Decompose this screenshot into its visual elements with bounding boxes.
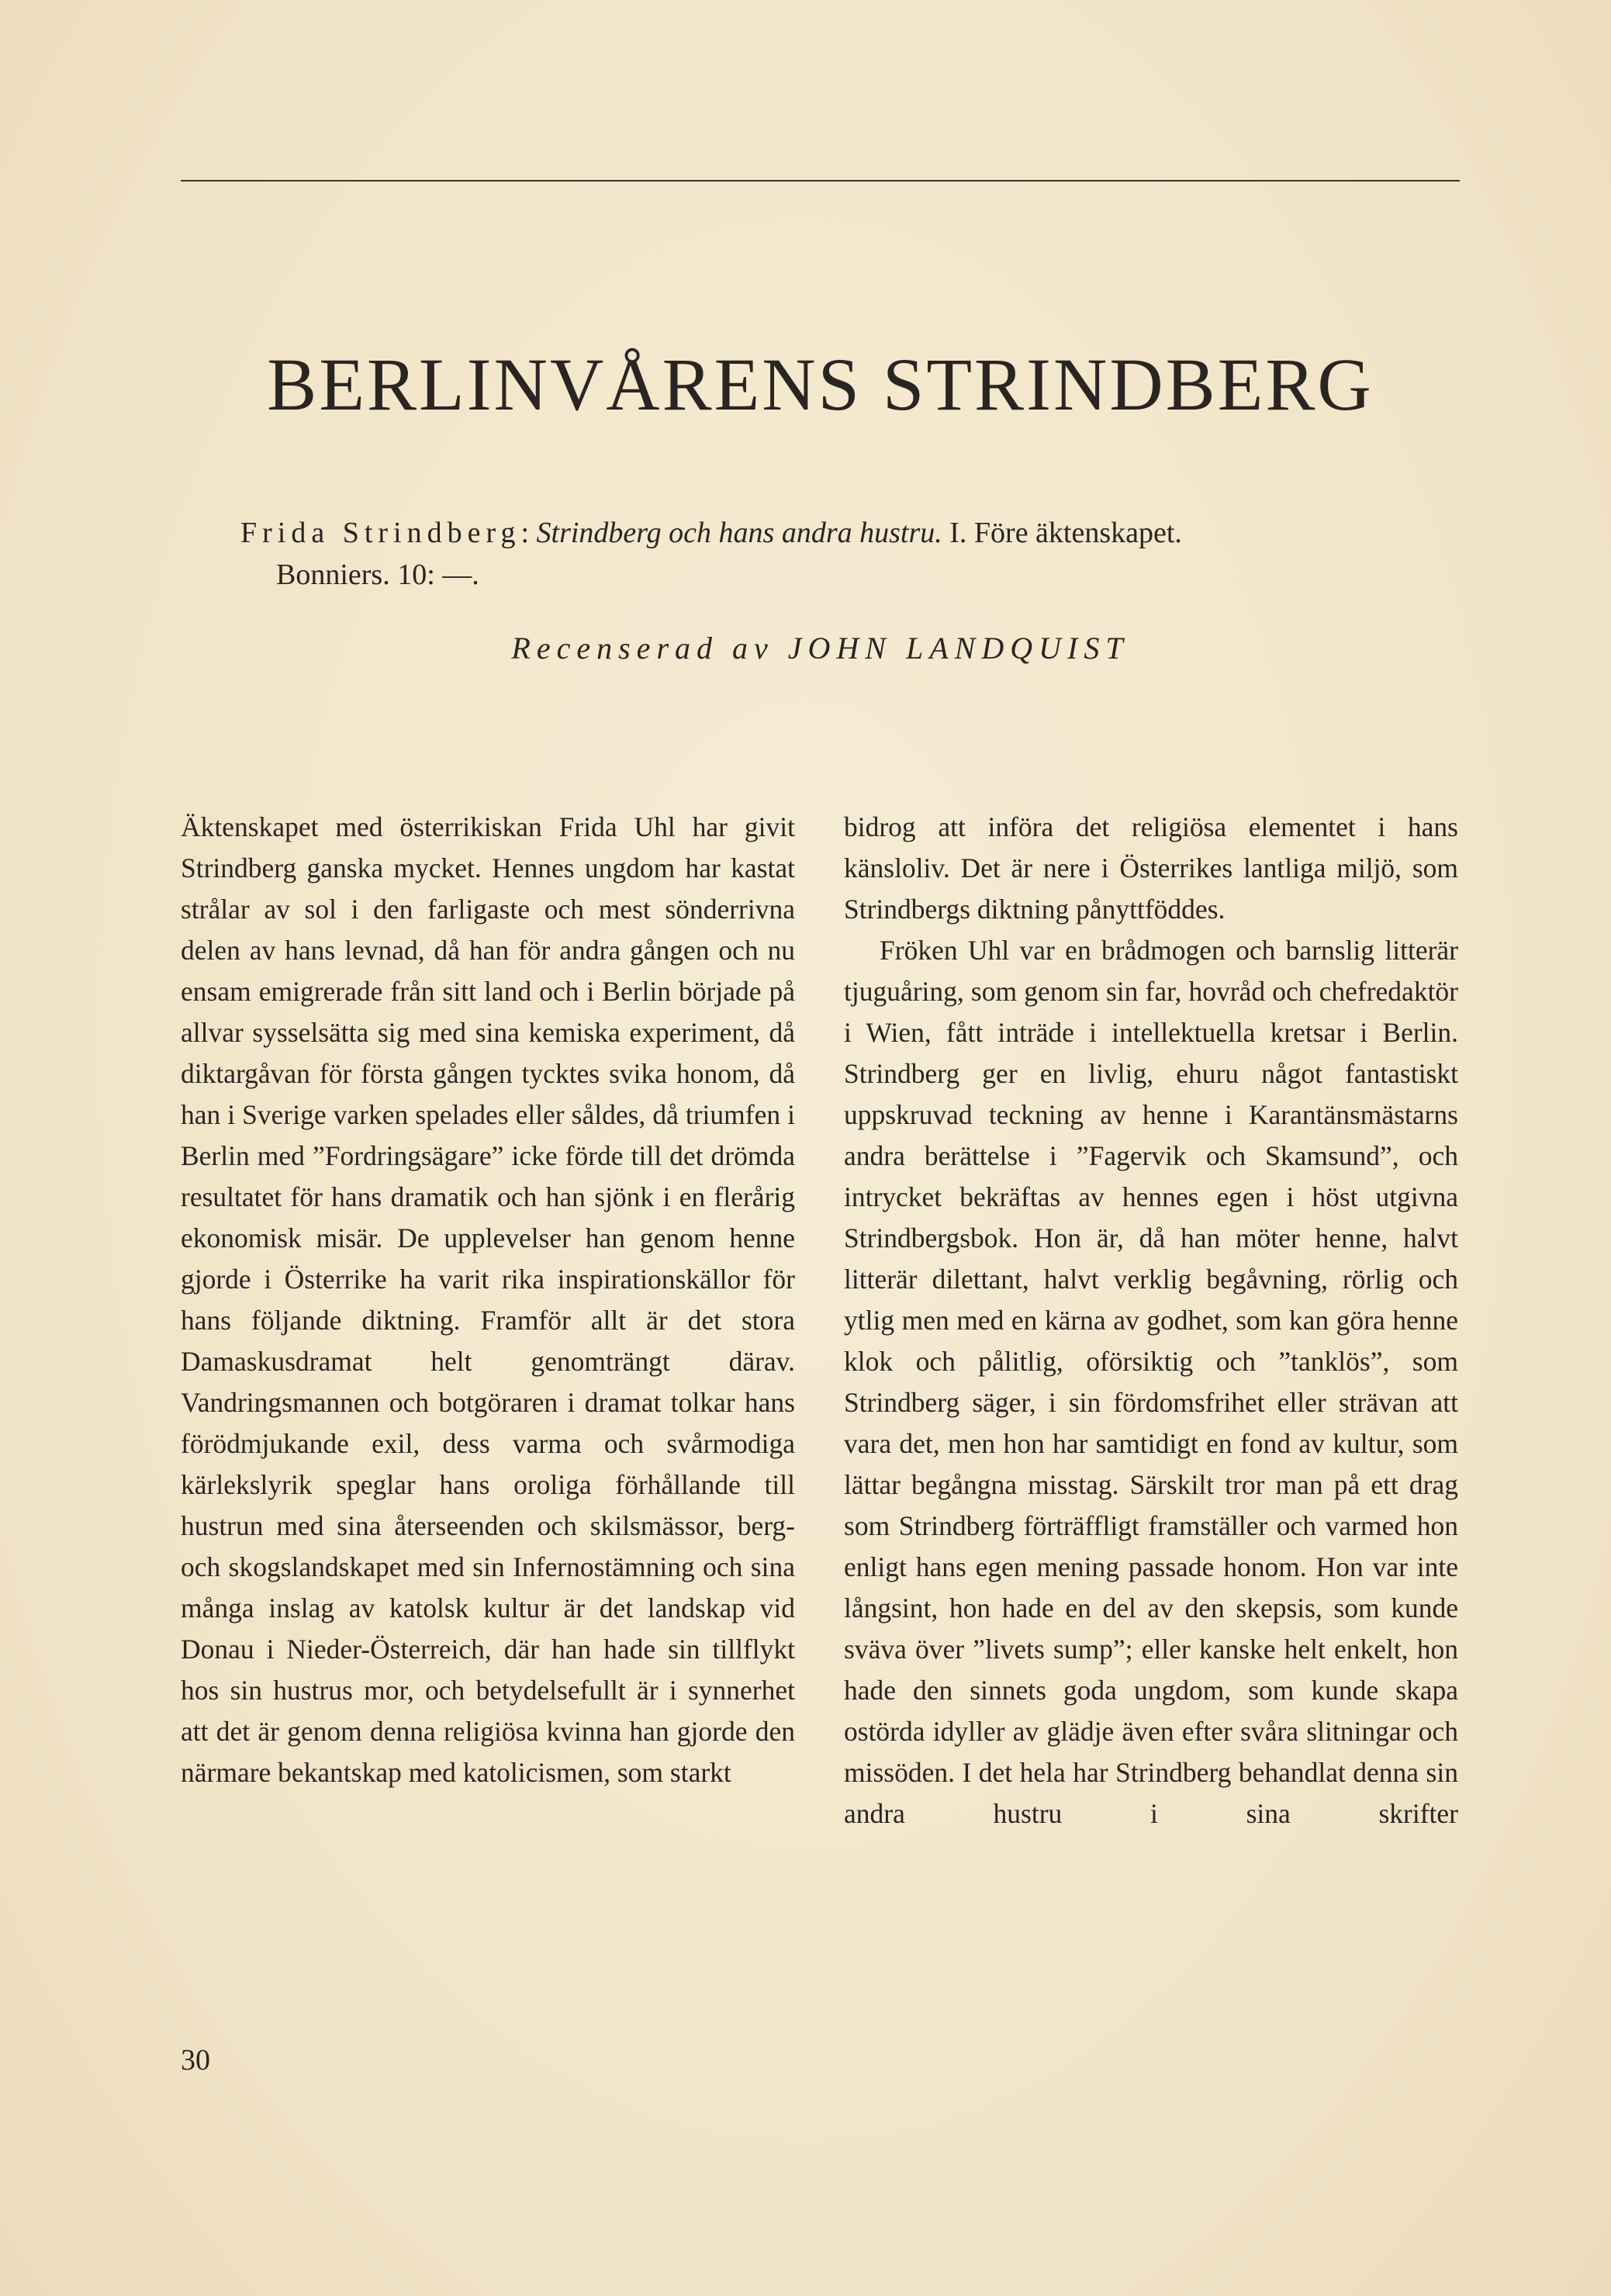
reviewer-name: JOHN LANDQUIST bbox=[787, 631, 1129, 666]
reviewer-line bbox=[181, 630, 1460, 666]
article-title: BERLINVÅRENS STRINDBERG bbox=[267, 343, 1374, 426]
book-publisher: Bonniers. 10: —. bbox=[276, 558, 479, 591]
paragraph: Äktenskapet med österrikiskan Frida Uhl har givit Strindberg ganska mycket. Hennes ungdom har kastat strålar av sol i den farligaste och mest sönderrivna delen av hans levnad, då han för andra gången och nu ensam emigrerade från sitt land och i Berlin började på allvar sysselsätta sig med sina kemiska experiment, då diktargåvan för första gången tycktes svika honom, då han i Sverige varken spelades eller såldes, då triumfen i Berlin med ”Fordringsägare” icke förde till det drömda resultatet för hans dramatik och han sjönk i en flerårig ekonomisk misär. De upplevelser han genom henne gjorde i Österrike ha varit rika inspirationskällor för hans följande diktning. Framför allt är det stora Damaskusdramat helt genomträngt därav. Vandringsmannen och botgöraren i dramat tolkar hans förödmjukande exil, dess varma och svårmodiga kärlekslyrik speglar hans oroliga förhållande till hustrun med sina återseenden och skilsmässor, berg- och skogslandskapet med sin Infernostämning och sina många inslag av katolsk kultur är det landskap vid Donau i Nieder-Österreich, där han hade sin tillflykt hos sin hustrus mor, och betydelsefullt är i synnerhet att det är genom denna religiösa kvinna han gjorde den närmare bekantskap med katolicismen, som starkt bbox=[181, 811, 795, 1788]
paragraph: bidrog att införa det religiösa elementet i hans känsloliv. Det är nere i Österrikes lantliga miljö, som Strindbergs diktning pånyttföddes. bbox=[844, 811, 1458, 925]
book-reference bbox=[240, 512, 1404, 596]
book-author-separator: : bbox=[520, 517, 537, 549]
paragraph: Fröken Uhl var en brådmogen och barnslig litterär tjuguåring, som genom sin far, hovråd och chefredaktör i Wien, fått inträde i intellektuella kretsar i Berlin. Strindberg ger en livlig, ehuru något fantastiskt uppskruvad teckning av henne i Karantänsmästarns andra berättelse i ”Fagervik och Skamsund”, och intrycket bekräftas av hennes egen i höst utgivna Strindbergsbok. Hon är, då han möter henne, halvt litterär dilettant, halvt verklig begåvning, rörlig och ytlig men med en kärna av godhet, som kan göra henne klok och pålitlig, oförsiktig och ”tanklös”, som Strindberg säger, i sin fördomsfrihet eller strävan att vara det, men hon har samtidigt en fond av kultur, som lättar begångna misstag. Särskilt tror man på ett drag som Strindberg förträffligt framställer och varmed hon enligt hans egen mening passade honom. Hon var inte långsint, hon hade en del av den skepsis, som kunde sväva över ”livets sump”; eller kanske helt enkelt, hon hade den sinnets goda ungdom, som kunde skapa ostörda idyller av glädje även efter svåra slitningar och missöden. I det hela har Strindberg behandlat denna sin andra hustru i sina skrifter bbox=[844, 935, 1458, 1829]
book-author: Frida Strindberg bbox=[240, 517, 521, 549]
reviewer-prefix: Recenserad av bbox=[511, 631, 788, 666]
text-column-left bbox=[181, 807, 795, 1793]
text-column-right bbox=[844, 807, 1458, 1834]
page-number: 30 bbox=[181, 2044, 210, 2076]
top-rule bbox=[181, 180, 1460, 182]
book-volume: I. Före äktenskapet. bbox=[942, 517, 1182, 549]
book-title: Strindberg och hans andra hustru. bbox=[536, 517, 942, 549]
